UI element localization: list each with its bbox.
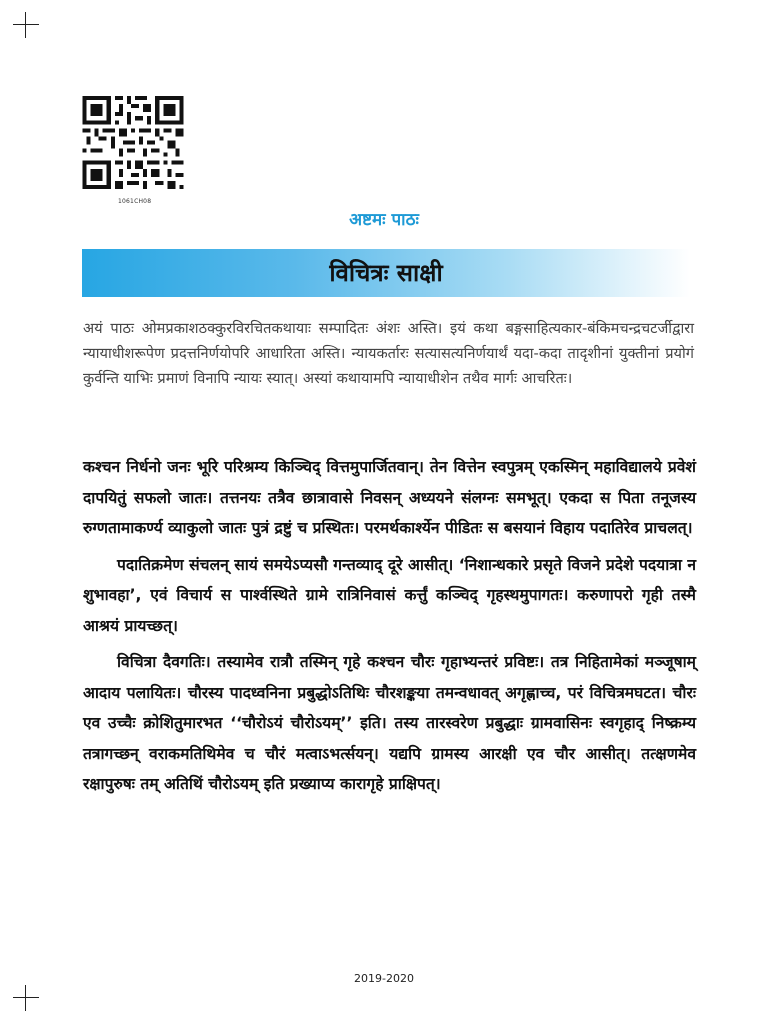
- title-banner: [82, 249, 690, 297]
- paragraph: कश्चन निर्धनो जनः भूरि परिश्रम्य किञ्चिद् वित्तमुपार्जितवान्। तेन वित्तेन स्वपुत्रम् एकस्मिन् महाविद्यालये प्रवेशं दापयितुं सफलो जातः। तत्तनयः तत्रैव छात्रावासे निवसन् अध्ययने संलग्नः समभूत्। एकदा स पिता तनूजस्य रुग्णतामाकर्ण्य व्याकुलो जातः पुत्रं द्रष्टुं च प्रस्थितः। परमर्थकार्श्येन पीडितः स बसयानं विहाय पदातिरेव प्राचलत्।: [83, 458, 696, 537]
- qr-code-image[interactable]: [82, 96, 184, 189]
- qr-code-label: 1061CH08: [118, 198, 152, 205]
- lesson-introduction: अयं पाठः ओमप्रकाशठक्कुरविरचितकथायाः सम्पादितः अंशः अस्ति। इयं कथा बङ्गसाहित्यकार-बंकिमचन्द्रचटर्जीद्वारा न्यायाधीशरूपेण प्रदत्तनिर्णयोपरि आधारिता अस्ति। न्यायकर्तारः सत्यासत्यनिर्णयार्थं यदा-कदा तादृशीनां युक्तीनां प्रयोगं कुर्वन्ति याभिः प्रमाणं विनापि न्यायः स्यात्। अस्यां कथायामपि न्यायाधीशेन तथैव मार्गः आचरितः।: [83, 320, 694, 387]
- footer-year: 2019-2020: [354, 972, 414, 985]
- lesson-body: [83, 452, 696, 806]
- paragraph: विचित्रा दैवगतिः। तस्यामेव रात्रौ तस्मिन् गृहे कश्चन चौरः गृहाभ्यन्तरं प्रविष्टः। तत्र निहितामेकां मञ्जूषाम् आदाय पलायितः। चौरस्य पादध्वनिना प्रबुद्धोऽतिथिः चौरशङ्कया तमन्वधावत् अगृह्णाच्च, परं विचित्रमघटत। चौरः एव उच्चैः क्रोशितुमारभत ‘‘चौरोऽयं चौरोऽयम्’’ इति। तस्य तारस्वरेण प्रबुद्धाः ग्रामवासिनः स्वगृहाद् निष्क्रम्य तत्रागच्छन् वराकमतिथिमेव च चौरं मत्वाऽभर्त्सयन्। यद्यपि ग्रामस्य आरक्षी एव चौर आसीत्। तत्क्षणमेव रक्षापुरुषः तम् अतिथिं चौरोऽयम् इति प्रख्याप्य कारागृहे प्राक्षिपत्।: [83, 653, 696, 793]
- paragraph: पदातिक्रमेण संचलन् सायं समयेऽप्यसौ गन्तव्याद् दूरे आसीत्। ‘निशान्धकारे प्रसृते विजने प्रदेशे पदयात्रा न शुभावहा’, एवं विचार्य स पार्श्वस्थिते ग्रामे रात्रिनिवासं कर्त्तुं कञ्चिद् गृहस्थमुपागतः। करुणापरो गृही तस्मै आश्रयं प्रायच्छत्।: [83, 555, 696, 635]
- lesson-number: अष्टमः पाठः: [349, 210, 419, 230]
- crop-mark-bottom-left: [13, 985, 39, 1011]
- lesson-title: विचित्रः साक्षी: [329, 259, 443, 287]
- crop-mark-top-left: [13, 12, 39, 38]
